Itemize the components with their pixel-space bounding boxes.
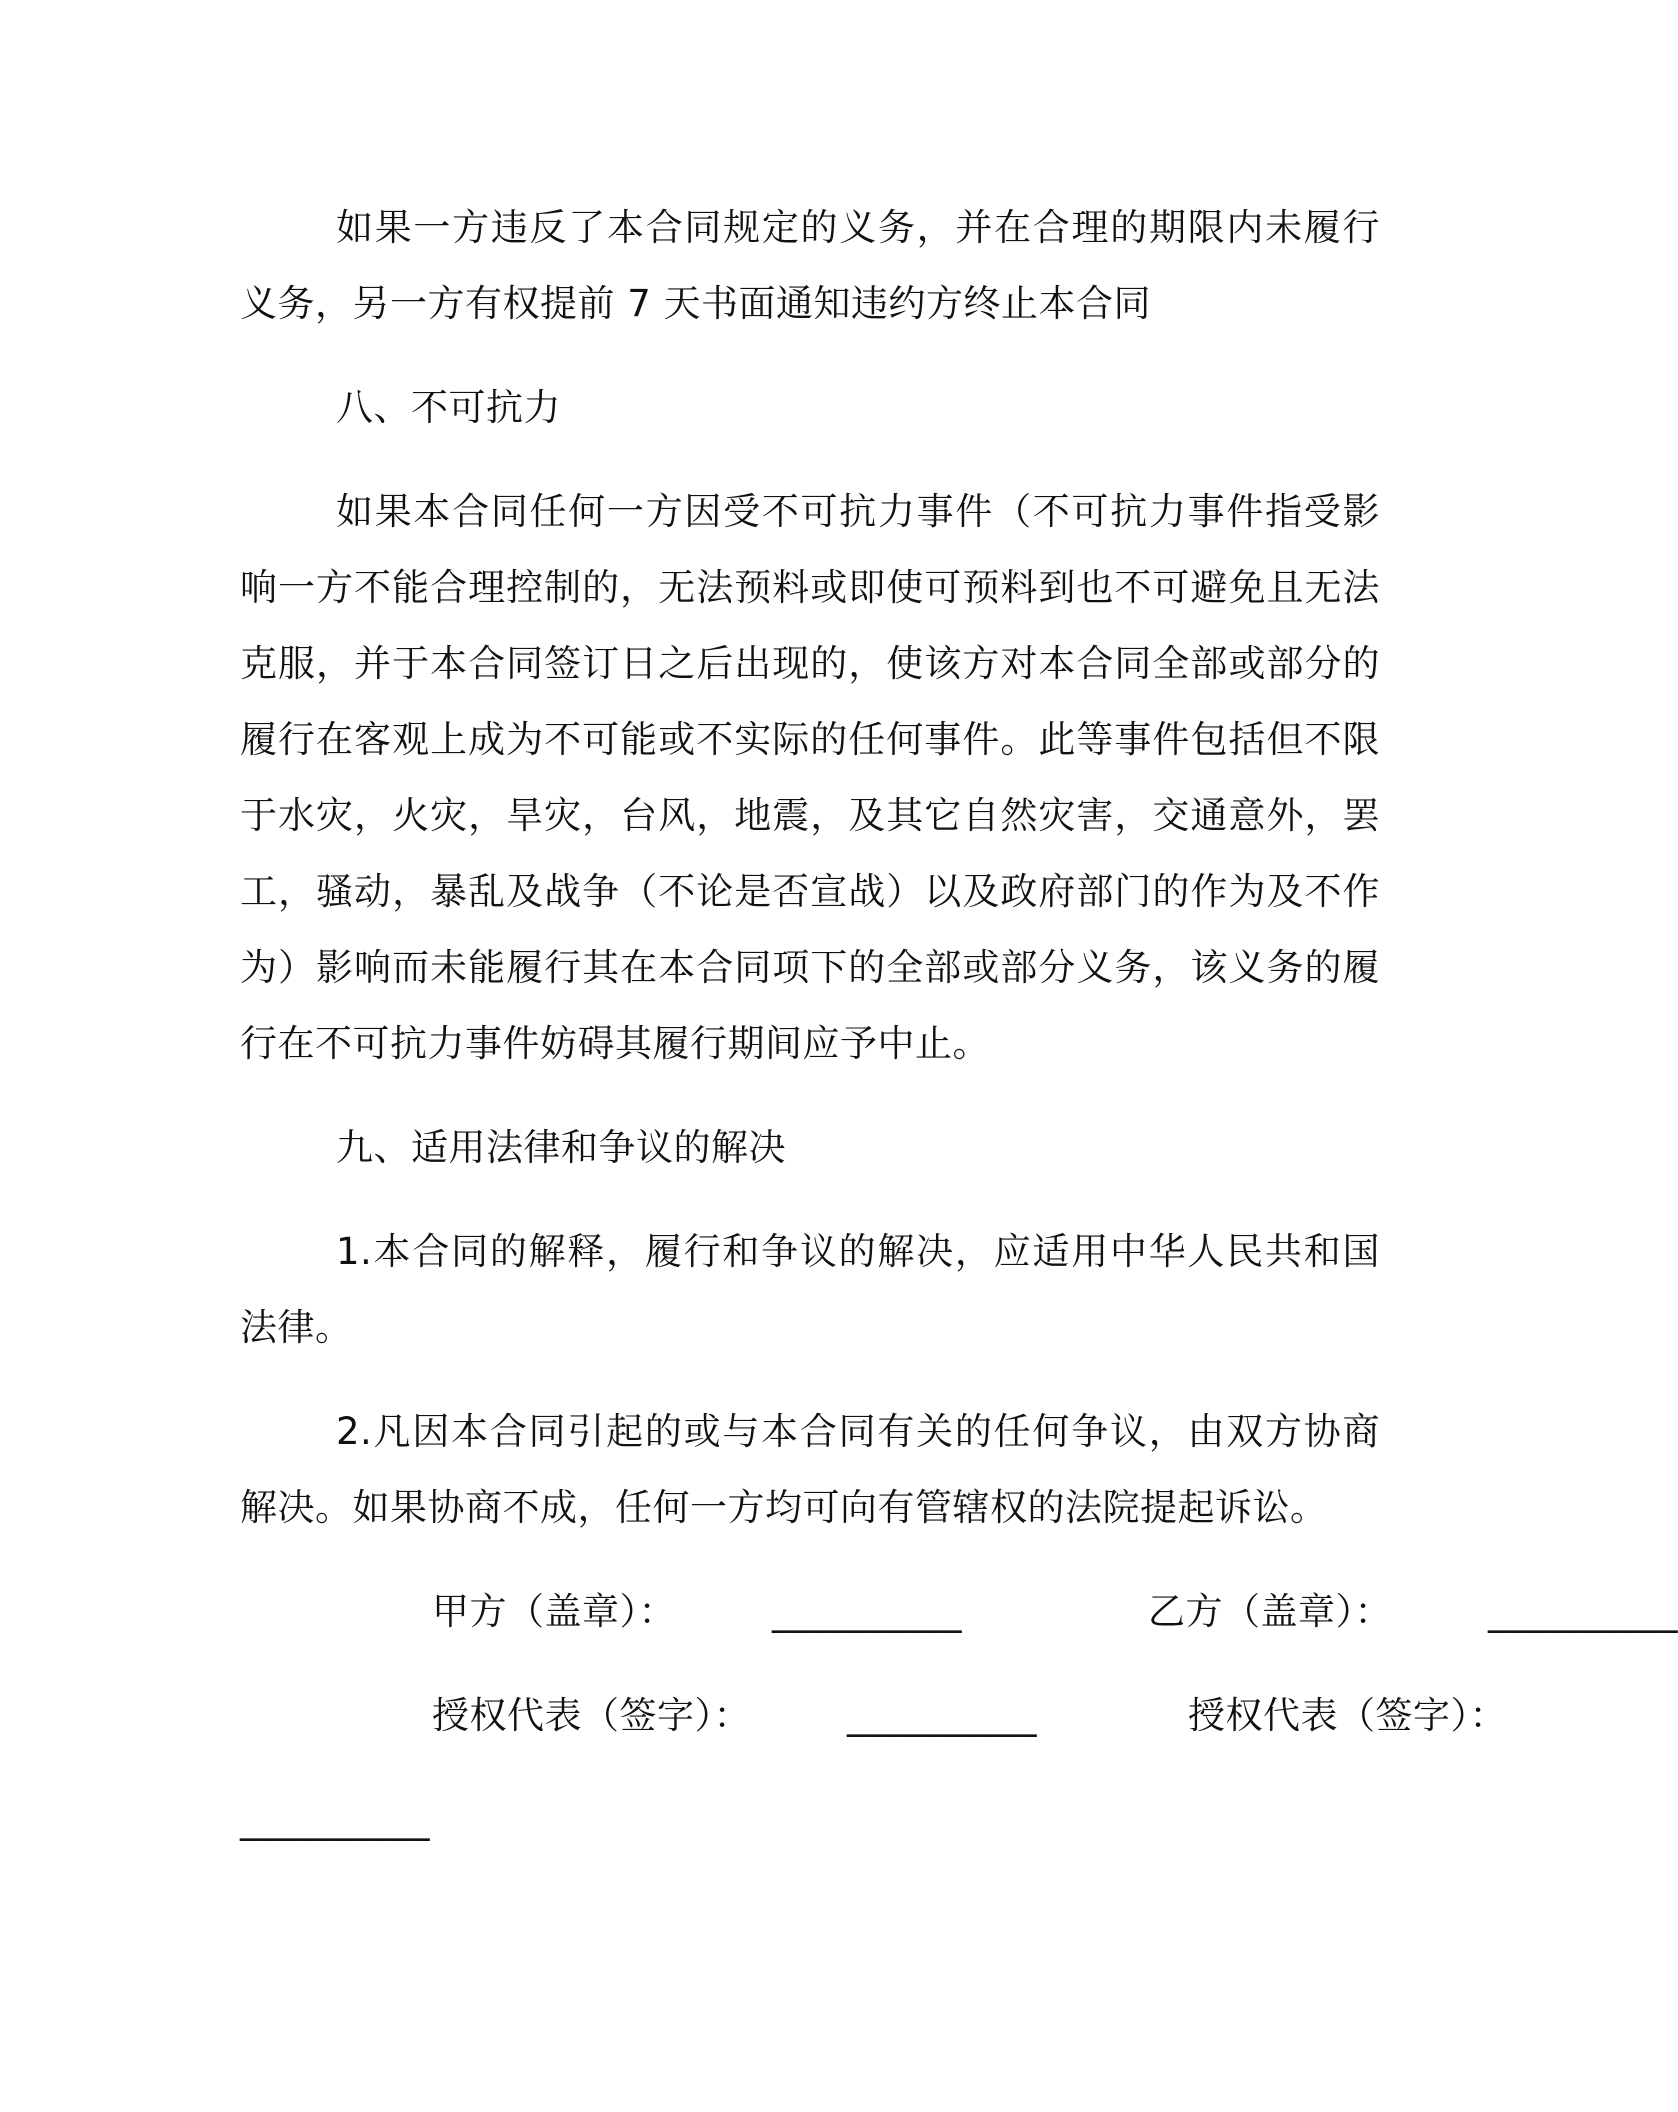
force-majeure-paragraph: 如果本合同任何一方因受不可抗力事件（不可抗力事件指受影响一方不能合理控制的，无法预料或即使可预料到也不可避免且无法克服，并于本合同签订日之后出现的，使该方对本合同全部或部分的履行在客观上成为不可能或不实际的任何事件。此等事件包括但不限于水灾，火灾，旱灾，台风，地震，及其它自然灾害，交通意外，罢工，骚动，暴乱及战争（不论是否宣战）以及政府部门的作为及不作为）影响而未能履行其在本合同项下的全部或部分义务，该义务的履行在不可抗力事件妨碍其履行期间应予中止。 (240, 490, 1380, 1065)
dispute-resolution-clause: 2.凡因本合同引起的或与本合同有关的任何争议，由双方协商解决。如果协商不成，任何一方均可向有管辖权的法院提起诉讼。 (240, 1410, 1380, 1529)
rep-b-signature (1092, 1678, 1507, 1754)
document-body (240, 190, 1678, 1858)
governing-law-clause: 1.本合同的解释，履行和争议的解决，应适用中华人民共和国法律。 (240, 1230, 1380, 1349)
rep-a-signature (336, 1678, 1037, 1754)
rep-a-signature-label: 授权代表（签字）： (432, 1694, 751, 1737)
party-b-seal-blank: __________ (1488, 1590, 1678, 1633)
rep-b-signature-label: 授权代表（签字）： (1188, 1694, 1507, 1737)
section-heading-governing-law: 九、适用法律和争议的解决 (336, 1126, 786, 1169)
party-a-seal (336, 1574, 962, 1650)
party-b-seal (1052, 1574, 1678, 1650)
representative-signature-line (240, 1678, 1507, 1754)
party-b-seal-label: 乙方（盖章）： (1148, 1590, 1392, 1633)
breach-termination-paragraph: 如果一方违反了本合同规定的义务，并在合理的期限内未履行义务，另一方有权提前 7 天书面通知违约方终止本合同 (240, 206, 1380, 325)
rep-a-signature-blank: __________ (847, 1694, 1037, 1737)
rep-b-signature-blank: __________ (240, 1798, 430, 1841)
party-a-seal-blank: __________ (772, 1590, 962, 1633)
party-a-seal-label: 甲方（盖章）： (432, 1590, 676, 1633)
party-seal-line (240, 1574, 1678, 1650)
section-heading-force-majeure: 八、不可抗力 (336, 386, 561, 429)
